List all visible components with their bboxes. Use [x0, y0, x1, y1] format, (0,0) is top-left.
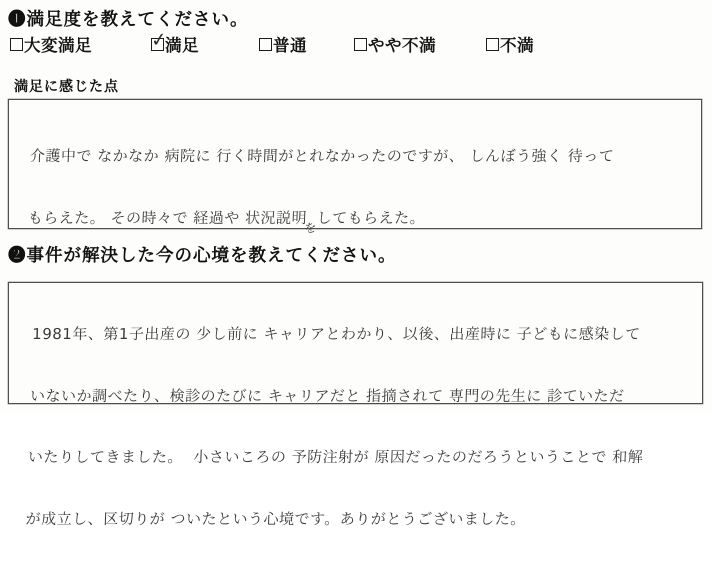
option-label: やや不満 [368, 36, 436, 55]
inserted-character: を [304, 220, 318, 236]
question-1-title [8, 6, 249, 31]
option-futsuu[interactable] [259, 33, 307, 55]
option-fuman[interactable] [486, 33, 534, 55]
handwritten-line: 1981年、第1子出産の 少し前に キャリアとわかり、以後、出産時に 子どもに感染して [31, 325, 642, 343]
answer-box-2 [8, 282, 703, 528]
handwritten-answer-2 [4, 283, 707, 568]
handwritten-line [27, 205, 694, 236]
option-yaya-fuman[interactable] [354, 33, 436, 55]
question-2-title [8, 242, 397, 267]
handwritten-line: が成立し、区切りが ついたという心境です。ありがとうございました。 [25, 509, 527, 528]
answer-box-1-caption: 満足に感じた点 [14, 80, 119, 95]
option-label: 満足 [165, 36, 199, 55]
handwritten-line: いたりしてきました。 小さいころの 予防注射が 原因だったのだろうということで 和解 [27, 448, 644, 466]
option-label: 普通 [273, 36, 307, 55]
answer-box-1 [8, 99, 702, 236]
option-daihen-manzoku[interactable] [10, 33, 92, 55]
option-manzoku[interactable] [149, 27, 199, 55]
line-segment: してもらえた。 [316, 209, 426, 227]
checkbox-icon[interactable] [486, 38, 499, 51]
option-label: 大変満足 [24, 36, 92, 55]
handwritten-line: いないか調べたり、検診のたびに キャリアだと 指摘されて 専門の先生に 診ていただ [29, 386, 625, 405]
handwritten-line: 介護中で なかなか 病院に 行く時間がとれなかったのですが、 しんぼう強く 待って [29, 147, 615, 165]
question-1-title-text: 満足度を教えてください。 [26, 9, 249, 29]
question-2-number-icon: ❷ [8, 245, 27, 265]
handwritten-check-icon: ✓ [149, 27, 169, 52]
checkbox-icon[interactable] [149, 27, 169, 52]
option-label: 不満 [500, 36, 534, 55]
checkbox-icon[interactable] [354, 38, 367, 51]
checkbox-icon[interactable] [259, 38, 272, 51]
checkbox-icon[interactable] [10, 38, 23, 51]
question-1-number-icon: ❶ [8, 9, 27, 29]
satisfaction-options-row [0, 27, 712, 55]
line-segment: もらえた。 その時々で 経過や 状況説明 [27, 209, 308, 227]
question-2-title-text: 事件が解決した今の心境を教えてください。 [26, 245, 397, 265]
